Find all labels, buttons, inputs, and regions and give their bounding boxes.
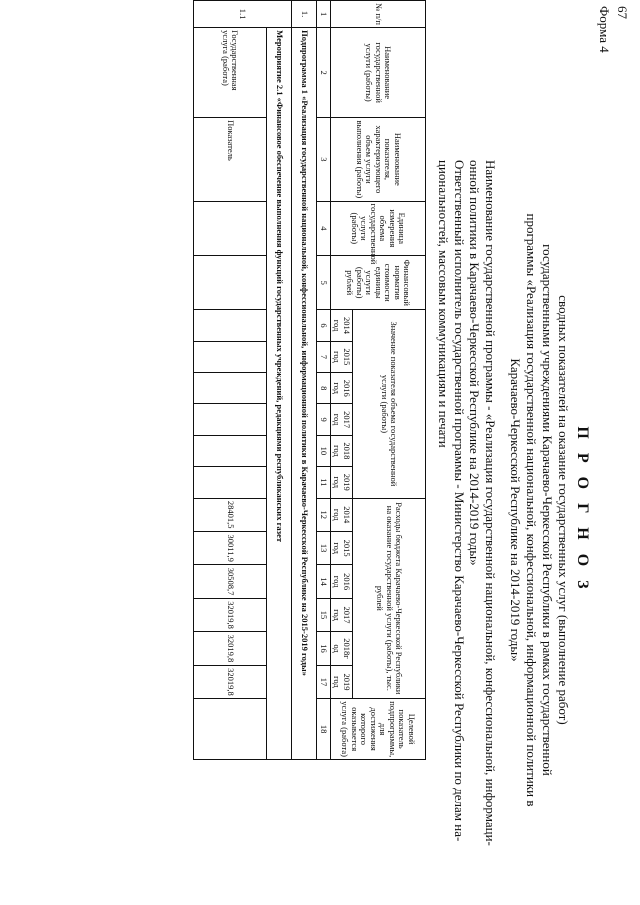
volume-year: 2018 год (331, 435, 353, 466)
heading-line: сводных показателей на оказание государственных услуг (выполнение работ) (556, 295, 571, 725)
volume-cell (194, 435, 267, 466)
executor-line: Ответственный исполнитель государственной программы - Министерство Карачаево-Черкесской Республики по делам на- (452, 160, 467, 842)
executor-line: циональностей, массовым коммуникациям и печати (436, 160, 452, 448)
col-service-header: Наименование государственной услуги (работы) (331, 28, 426, 118)
indicator-cell: Показатель (194, 118, 267, 202)
unit-cell (194, 201, 267, 255)
volume-year: 2016 год (331, 373, 353, 404)
volume-year: 2017 год (331, 404, 353, 435)
column-number: 13 (317, 531, 331, 564)
program-name-line: Наименование государственной программы - «Реализация государственной национальной, конфессиональной, информаци- (483, 160, 498, 846)
budget-cell: 32019,8 (194, 598, 267, 631)
header-row (353, 1, 426, 760)
target-cell (194, 699, 267, 760)
measure-num: 1.1 (194, 1, 292, 28)
column-number: 4 (317, 201, 331, 255)
budget-cell: 30508,7 (194, 565, 267, 598)
column-number: 12 (317, 498, 331, 531)
page-number: 67 (615, 6, 630, 19)
column-number: 17 (317, 665, 331, 699)
budget-year: 2019 год (331, 665, 353, 699)
column-number: 7 (317, 341, 331, 372)
measure-row (267, 1, 292, 760)
budget-year: 2015 год (331, 531, 353, 564)
column-number: 18 (317, 699, 331, 760)
budget-cell: 32019,8 (194, 632, 267, 665)
col-indicator-header: Наименование показателя, характеризующего объем услуги выполнения (работы) (331, 118, 426, 202)
budget-year: 2017 год (331, 598, 353, 631)
column-number: 11 (317, 467, 331, 498)
program-name-line: онной политики в Карачаево-Черкесской Республике на 2014-2019 годы» (467, 160, 483, 566)
subprogram-text: Подпрограмма 1 «Реализация государственной национальной, конфессиональной, информационной политики в Карачаево-Черкесской Республике на 2015-2019 годы» (292, 28, 317, 760)
column-number: 6 (317, 310, 331, 341)
col-norm-header: Финансовый норматив стоимости единицы услуги (работы) рублей (331, 256, 426, 310)
column-number: 1 (317, 1, 331, 28)
column-number: 9 (317, 404, 331, 435)
volume-group-header: Значение показателя объема государственной услуги (работы) (353, 310, 426, 498)
table-row (194, 1, 267, 760)
column-number: 16 (317, 632, 331, 665)
col-num-header: № п/п (331, 1, 426, 28)
col-unit-header: Единица измерения объема государственной услуги (работы) (331, 201, 426, 255)
forecast-table (193, 0, 426, 760)
column-number: 5 (317, 256, 331, 310)
volume-cell (194, 310, 267, 341)
volume-cell (194, 341, 267, 372)
subprogram-row (292, 1, 317, 760)
column-number: 3 (317, 118, 331, 202)
heading-line: программы «Реализация государственной национальной, конфессиональной, информационной политики в (524, 213, 539, 807)
budget-cell: 30011,9 (194, 531, 267, 564)
volume-year: 2019 год (331, 467, 353, 498)
column-number: 8 (317, 373, 331, 404)
volume-cell (194, 404, 267, 435)
rotated-content (30, 3, 591, 860)
document-heading (507, 160, 590, 860)
budget-year: 2014 год (331, 498, 353, 531)
column-number: 2 (317, 28, 331, 118)
service-cell: Государственная услуга (работа) (194, 28, 267, 118)
volume-year: 2015 год (331, 341, 353, 372)
measure-text: Мероприятие 2.1 «Финансовое обеспечение выполнения функций государственных учреждений, редакциями республиканских газет (267, 28, 292, 760)
heading-line: Карачаево-Черкесской Республике на 2014-2019 годы» (508, 358, 523, 662)
norm-cell (194, 256, 267, 310)
volume-cell (194, 467, 267, 498)
budget-year: 2018г од (331, 632, 353, 665)
document-title: П Р О Г Н О З (574, 426, 591, 594)
col-target-header: Целевой показатель подпрограммы, для достижения которого оказывается услуга (работа) (331, 699, 426, 760)
column-number: 10 (317, 435, 331, 466)
column-number-row (317, 1, 331, 760)
heading-line: государственными учреждениями Карачаево-Черкесской Республики в рамках государственной (540, 244, 555, 776)
form-label: Форма 4 (597, 6, 612, 53)
budget-cell: 32019,8 (194, 665, 267, 699)
column-number: 14 (317, 565, 331, 598)
budget-group-header: Расходы бюджета Карачаево-Черкесской Республики на оказание государственной услуги (работы), тыс. рублей (353, 498, 426, 699)
budget-year: 2016 год (331, 565, 353, 598)
budget-cell: 28401,5 (194, 498, 267, 531)
program-info (436, 160, 498, 860)
volume-cell (194, 373, 267, 404)
volume-year: 2014 год (331, 310, 353, 341)
column-number: 15 (317, 598, 331, 631)
subprogram-num: 1. (292, 1, 317, 28)
